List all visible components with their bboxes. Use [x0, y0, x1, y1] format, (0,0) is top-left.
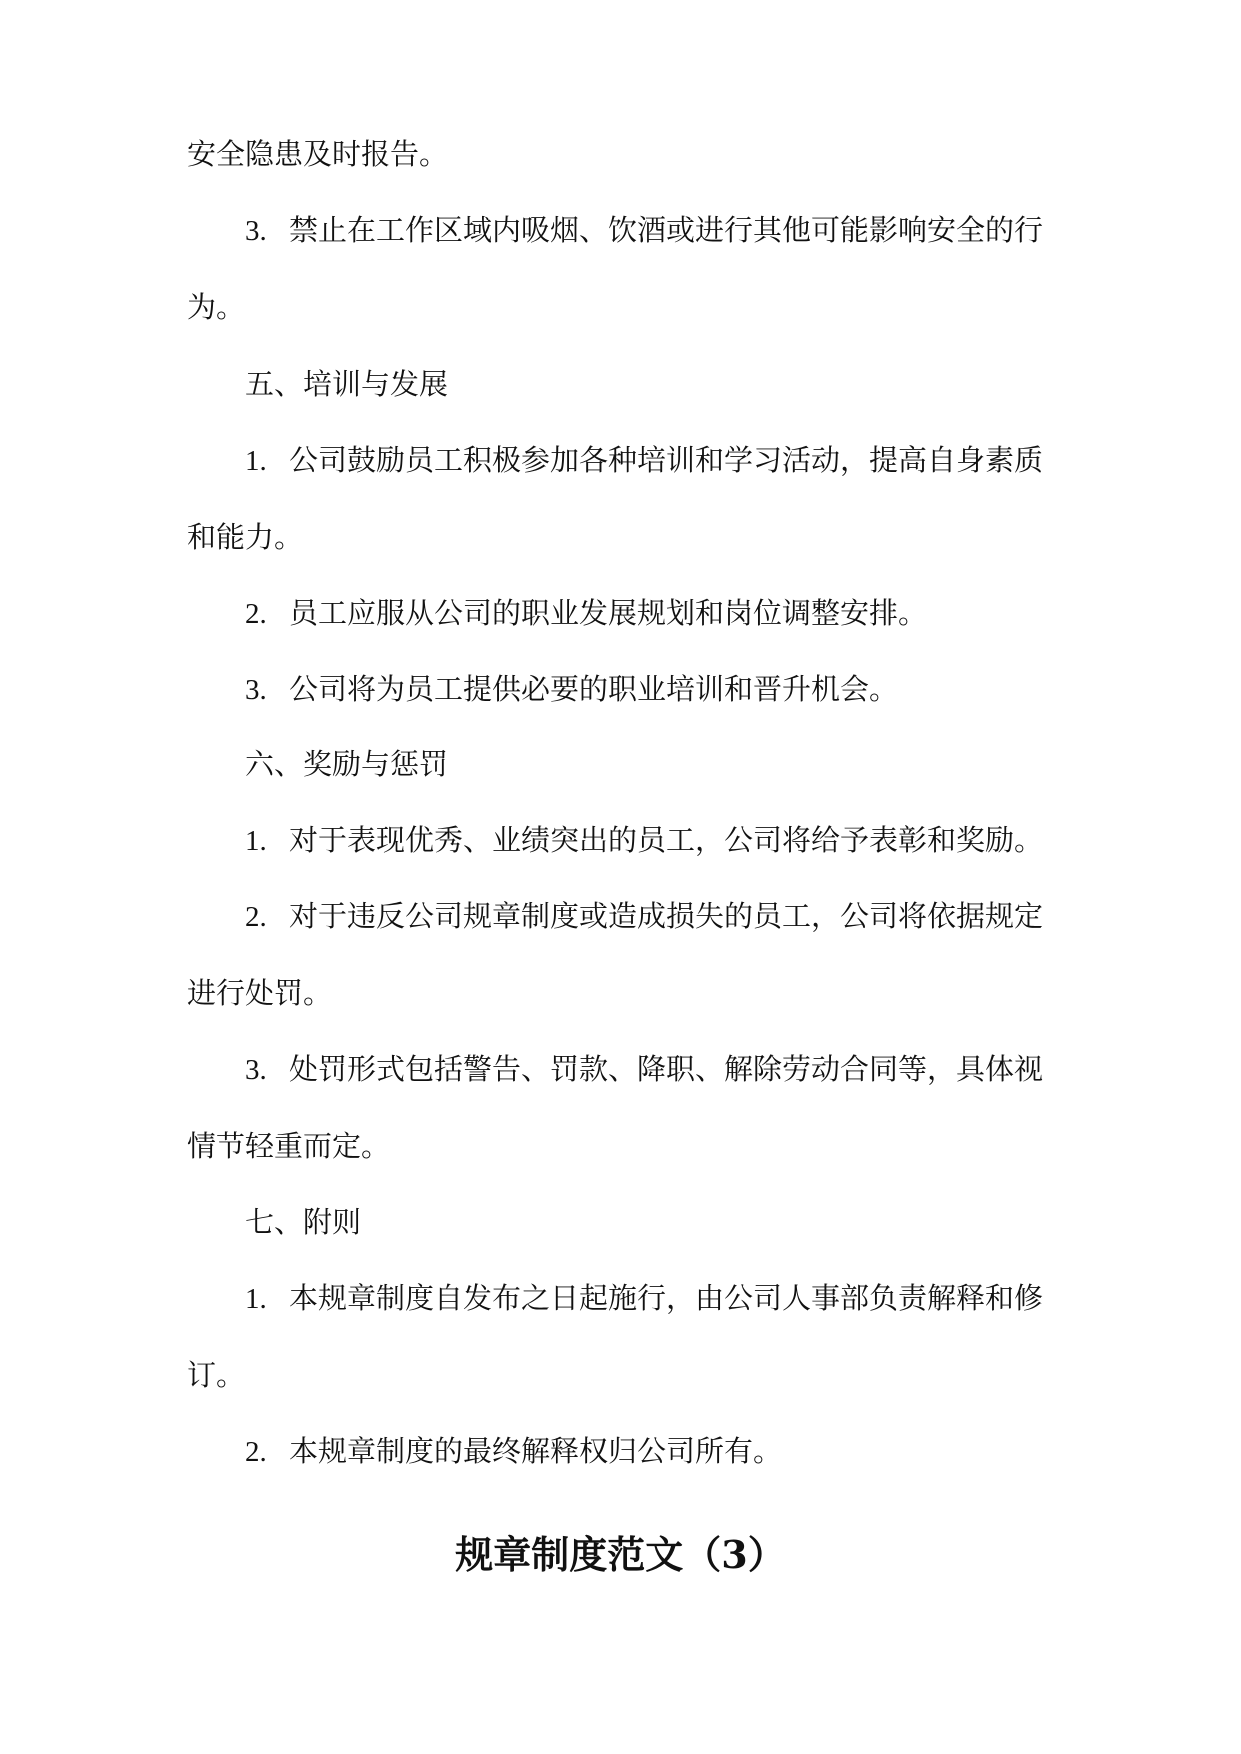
paragraph-text: 处罚形式包括警告、罚款、降职、解除劳动合同等，具体视情节轻重而定。 — [187, 1052, 1044, 1163]
list-number: 2. — [245, 1436, 267, 1468]
list-number: 1. — [245, 1283, 267, 1315]
section-heading-text: 六、奖励与惩罚 — [245, 747, 449, 781]
paragraph-text: 公司鼓励员工积极参加各种培训和学习活动，提高自身素质和能力。 — [187, 443, 1044, 554]
list-number: 3. — [245, 215, 267, 247]
paragraph-text: 员工应服从公司的职业发展规划和岗位调整安排。 — [289, 596, 928, 630]
list-item — [187, 575, 1053, 652]
paragraph-text: 禁止在工作区域内吸烟、饮酒或进行其他可能影响安全的行为。 — [187, 213, 1044, 324]
paragraph-text: 公司将为员工提供必要的职业培训和晋升机会。 — [289, 672, 899, 706]
section-heading-text: 五、培训与发展 — [245, 367, 449, 401]
section-heading — [187, 1184, 1111, 1260]
list-item — [187, 1031, 1053, 1184]
section-heading — [187, 346, 1111, 422]
document-title: 规章制度范文（3） — [455, 1532, 786, 1577]
paragraph-text: 对于违反公司规章制度或造成损失的员工，公司将依据规定进行处罚。 — [187, 899, 1044, 1010]
list-item — [187, 422, 1053, 575]
list-number: 3. — [245, 674, 267, 706]
paragraph-text: 安全隐患及时报告。 — [187, 137, 449, 171]
list-item — [187, 802, 1053, 879]
paragraph-text: 对于表现优秀、业绩突出的员工，公司将给予表彰和奖励。 — [289, 823, 1044, 857]
list-item — [187, 192, 1053, 345]
list-item — [187, 878, 1053, 1031]
list-number: 1. — [245, 445, 267, 477]
list-number: 2. — [245, 901, 267, 933]
list-item — [187, 1260, 1053, 1413]
list-number: 2. — [245, 598, 267, 630]
section-heading — [187, 726, 1111, 802]
paragraph-continuation — [187, 116, 1053, 192]
paragraph-text: 本规章制度的最终解释权归公司所有。 — [289, 1434, 783, 1468]
paragraph-text: 本规章制度自发布之日起施行，由公司人事部负责解释和修订。 — [187, 1281, 1044, 1392]
section-heading-text: 七、附则 — [245, 1205, 362, 1239]
list-item — [187, 1413, 1053, 1490]
list-number: 3. — [245, 1054, 267, 1086]
list-number: 1. — [245, 825, 267, 857]
list-item — [187, 651, 1053, 728]
